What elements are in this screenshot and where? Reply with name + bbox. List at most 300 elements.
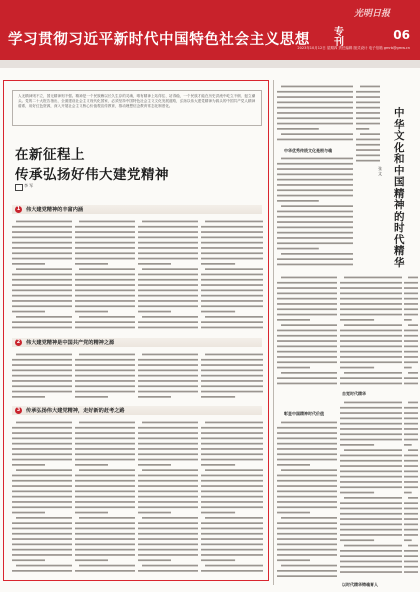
text-line xyxy=(277,200,319,202)
text-line xyxy=(138,554,198,556)
text-line xyxy=(344,497,402,499)
text-line xyxy=(404,330,418,332)
text-line xyxy=(138,432,198,434)
text-line xyxy=(277,575,337,577)
text-line xyxy=(201,311,235,313)
text-line xyxy=(277,453,337,455)
text-line xyxy=(277,361,337,363)
text-line xyxy=(138,438,198,440)
text-line xyxy=(277,195,353,197)
text-line xyxy=(277,330,337,332)
text-line xyxy=(277,248,319,250)
text-line xyxy=(340,314,402,316)
text-lines xyxy=(138,219,198,335)
text-line xyxy=(12,237,72,239)
text-line xyxy=(277,282,337,284)
text-line xyxy=(205,316,263,318)
text-line xyxy=(201,501,263,503)
text-line xyxy=(356,107,380,109)
text-line xyxy=(75,544,135,546)
text-line xyxy=(340,539,374,541)
text-line xyxy=(201,464,235,466)
text-line xyxy=(356,160,380,162)
text-line xyxy=(340,412,402,414)
text-line xyxy=(340,418,402,420)
text-line xyxy=(75,370,135,372)
text-line xyxy=(340,465,402,467)
body-text-column xyxy=(340,275,402,387)
text-line xyxy=(201,448,263,450)
text-line xyxy=(277,237,353,239)
text-line xyxy=(138,252,198,254)
text-lines xyxy=(138,420,198,576)
text-line xyxy=(340,308,402,310)
text-line xyxy=(138,242,198,244)
text-line xyxy=(138,485,198,487)
text-lines xyxy=(201,420,263,576)
text-line xyxy=(360,133,380,135)
text-line xyxy=(340,319,374,321)
text-line xyxy=(277,112,353,114)
text-line xyxy=(75,242,135,244)
text-line xyxy=(12,321,72,323)
text-line xyxy=(205,354,263,356)
text-line xyxy=(277,293,337,295)
text-line xyxy=(12,300,72,302)
text-line xyxy=(12,375,72,377)
text-line xyxy=(277,544,337,546)
text-line xyxy=(277,506,337,508)
text-line xyxy=(356,139,380,141)
text-lines xyxy=(277,275,337,387)
text-line xyxy=(201,512,235,514)
text-line xyxy=(404,539,412,541)
text-line xyxy=(277,258,353,260)
text-line xyxy=(138,506,198,508)
newspaper-masthead: 光明日报 xyxy=(353,9,390,19)
text-line xyxy=(201,559,235,561)
text-line xyxy=(277,480,337,482)
body-text-column xyxy=(138,219,198,335)
text-line xyxy=(340,356,402,358)
text-line xyxy=(356,149,380,151)
text-line xyxy=(281,469,337,471)
text-line xyxy=(277,383,337,385)
text-line xyxy=(201,570,263,572)
text-line xyxy=(75,364,135,366)
text-line xyxy=(138,538,198,540)
text-line xyxy=(79,268,135,270)
text-line xyxy=(404,561,418,563)
text-line xyxy=(12,284,72,286)
text-line xyxy=(75,396,108,398)
text-line xyxy=(138,300,198,302)
text-line xyxy=(277,242,353,244)
text-line xyxy=(201,263,235,265)
text-line xyxy=(16,565,72,567)
text-line xyxy=(79,565,135,567)
right-article-author: 张 文 xyxy=(378,166,382,176)
text-line xyxy=(404,340,418,342)
text-line xyxy=(75,231,135,233)
text-line xyxy=(138,279,198,281)
text-line xyxy=(201,491,263,493)
article-intro: 人无精神则不立，国无精神则不强。精神是一个民族赖以长久生存的灵魂，唯有精神上站得住、站得稳，一个民族才能在历史洪流中屹立不倒、挺立潮头。党的二十大报告指出，全面建设社会主义现代化国家，必须坚持中国特色社会主义文化发展道路，弘扬以伟大建党精神为源头的中国共产党人精神谱系，用好红色资源，深入开展社会主义核心价值观宣传教育，推动理想信念教育常态化制度化。 xyxy=(12,90,262,126)
text-line xyxy=(75,327,135,329)
text-line xyxy=(404,455,418,457)
text-line xyxy=(138,453,198,455)
date-info: 2023年10月12日 星期四 责任编辑 版式设计 电子信箱 gmrb@gmw.cn xyxy=(297,46,410,50)
text-line xyxy=(277,314,337,316)
text-line xyxy=(201,544,263,546)
text-line xyxy=(340,346,402,348)
text-line xyxy=(12,522,72,524)
text-line xyxy=(12,491,72,493)
section-heading-2 xyxy=(12,338,262,347)
text-line xyxy=(408,324,418,326)
text-line xyxy=(75,438,135,440)
text-line xyxy=(201,396,235,398)
text-line xyxy=(340,287,402,289)
text-line xyxy=(142,422,198,424)
column-title: 学习贯彻习近平新时代中国特色社会主义思想 xyxy=(8,32,310,48)
text-line xyxy=(138,475,198,477)
text-line xyxy=(201,370,263,372)
text-line xyxy=(404,367,412,369)
text-line xyxy=(340,486,402,488)
text-line xyxy=(356,91,380,93)
text-line xyxy=(12,279,72,281)
text-line xyxy=(281,422,337,424)
text-line xyxy=(277,512,310,514)
text-line xyxy=(340,444,374,446)
text-line xyxy=(356,102,380,104)
text-line xyxy=(356,128,369,130)
text-line xyxy=(75,226,135,228)
text-line xyxy=(277,522,337,524)
body-text-column xyxy=(201,219,263,335)
text-line xyxy=(201,453,263,455)
text-line xyxy=(201,284,263,286)
text-line xyxy=(340,508,402,510)
text-lines xyxy=(404,400,418,580)
text-line xyxy=(404,303,418,305)
text-line xyxy=(201,480,263,482)
text-line xyxy=(138,284,198,286)
text-line xyxy=(277,139,353,141)
text-line xyxy=(142,221,198,223)
text-line xyxy=(277,232,353,234)
text-line xyxy=(16,469,72,471)
text-line xyxy=(201,432,263,434)
text-line xyxy=(75,359,135,361)
text-line xyxy=(340,367,374,369)
text-line xyxy=(277,501,337,503)
text-line xyxy=(138,274,198,276)
body-text-column xyxy=(75,420,135,576)
text-line xyxy=(138,237,198,239)
text-line xyxy=(356,123,380,125)
text-line xyxy=(138,459,198,461)
body-text-column xyxy=(75,219,135,335)
text-line xyxy=(201,274,263,276)
text-line xyxy=(281,133,353,135)
text-line xyxy=(340,476,402,478)
text-line xyxy=(201,443,263,445)
text-line xyxy=(138,464,171,466)
text-line xyxy=(12,528,72,530)
text-line xyxy=(277,168,353,170)
text-line xyxy=(277,448,337,450)
text-line xyxy=(277,335,337,337)
text-line xyxy=(277,346,337,348)
body-text-column xyxy=(340,400,402,580)
text-line xyxy=(75,538,135,540)
body-text-column xyxy=(404,400,418,580)
text-line xyxy=(75,443,135,445)
text-lines xyxy=(75,420,135,576)
text-line xyxy=(75,385,135,387)
text-line xyxy=(201,554,263,556)
text-line xyxy=(12,364,72,366)
text-line xyxy=(277,163,353,165)
text-line xyxy=(12,396,45,398)
text-line xyxy=(12,247,72,249)
text-line xyxy=(138,247,198,249)
text-line xyxy=(281,205,353,207)
text-line xyxy=(201,375,263,377)
text-line xyxy=(12,485,72,487)
text-line xyxy=(340,340,402,342)
text-line xyxy=(404,534,418,536)
text-line xyxy=(75,258,135,260)
text-line xyxy=(277,184,353,186)
text-line xyxy=(75,427,135,429)
text-line xyxy=(277,264,353,266)
text-line xyxy=(340,471,402,473)
text-line xyxy=(408,449,418,451)
text-line xyxy=(277,496,337,498)
text-line xyxy=(277,308,337,310)
section-number: 1 xyxy=(16,206,21,212)
text-line xyxy=(75,549,135,551)
text-lines xyxy=(277,84,353,144)
text-line xyxy=(277,319,310,321)
section-title: 传承弘扬伟大建党精神，走好新的赶考之路 xyxy=(26,408,125,414)
text-line xyxy=(16,316,72,318)
text-line xyxy=(79,517,135,519)
text-line xyxy=(142,354,198,356)
special-issue-label: 专刊 xyxy=(334,27,344,48)
text-line xyxy=(75,554,135,556)
text-line xyxy=(12,231,72,233)
text-line xyxy=(138,559,171,561)
text-line xyxy=(138,549,198,551)
text-line xyxy=(201,226,263,228)
author-icon xyxy=(15,184,23,191)
text-line xyxy=(404,444,412,446)
text-line xyxy=(404,314,418,316)
text-line xyxy=(16,268,72,270)
text-line xyxy=(408,402,418,404)
body-text-column xyxy=(201,420,263,576)
body-text-column xyxy=(12,352,72,404)
text-line xyxy=(340,351,402,353)
text-line xyxy=(138,370,198,372)
text-line xyxy=(201,327,263,329)
text-line xyxy=(142,517,198,519)
text-line xyxy=(138,327,198,329)
text-line xyxy=(277,356,337,358)
text-line xyxy=(75,475,135,477)
text-line xyxy=(404,407,418,409)
text-line xyxy=(12,295,72,297)
text-line xyxy=(340,534,402,536)
text-line xyxy=(277,91,353,93)
text-line xyxy=(408,497,418,499)
text-line xyxy=(75,559,108,561)
text-line xyxy=(277,528,337,530)
text-line xyxy=(75,284,135,286)
text-line xyxy=(277,102,353,104)
text-line xyxy=(340,330,402,332)
text-line xyxy=(277,351,337,353)
text-line xyxy=(75,321,135,323)
text-line xyxy=(12,359,72,361)
right-article-title: 中华文化和中国精神的时代精华 xyxy=(394,107,405,269)
text-line xyxy=(201,496,263,498)
text-line xyxy=(340,555,402,557)
article-title-line1: 在新征程上 xyxy=(15,147,85,163)
text-line xyxy=(404,356,418,358)
text-line xyxy=(277,96,353,98)
text-line xyxy=(138,321,198,323)
text-line xyxy=(75,522,135,524)
text-line xyxy=(75,391,135,393)
text-line xyxy=(79,221,135,223)
text-line xyxy=(201,528,263,530)
text-lines xyxy=(201,219,263,335)
text-line xyxy=(12,263,45,265)
text-line xyxy=(356,117,380,119)
text-line xyxy=(205,517,263,519)
text-line xyxy=(12,380,72,382)
text-line xyxy=(404,423,418,425)
column-divider xyxy=(273,80,274,585)
text-line xyxy=(138,359,198,361)
text-line xyxy=(201,538,263,540)
text-line xyxy=(201,247,263,249)
text-line xyxy=(201,290,263,292)
text-line xyxy=(75,305,135,307)
text-line xyxy=(138,258,198,260)
text-line xyxy=(12,570,72,572)
text-line xyxy=(404,524,418,526)
section-title: 伟大建党精神是中国共产党的精神之源 xyxy=(26,340,115,346)
text-line xyxy=(138,263,171,265)
text-line xyxy=(201,359,263,361)
text-lines xyxy=(75,352,135,404)
text-line xyxy=(277,123,353,125)
text-line xyxy=(277,443,337,445)
text-line xyxy=(138,295,198,297)
text-line xyxy=(277,221,353,223)
text-line xyxy=(201,391,263,393)
body-text-column xyxy=(404,275,418,387)
text-line xyxy=(75,480,135,482)
text-line xyxy=(356,112,380,114)
text-line xyxy=(138,305,198,307)
text-line xyxy=(138,380,198,382)
text-line xyxy=(277,179,353,181)
text-line xyxy=(12,533,72,535)
text-line xyxy=(201,305,263,307)
text-line xyxy=(138,231,198,233)
text-line xyxy=(404,346,418,348)
text-line xyxy=(277,438,337,440)
text-line xyxy=(404,282,418,284)
text-line xyxy=(340,524,402,526)
text-line xyxy=(12,242,72,244)
text-line xyxy=(404,293,418,295)
text-line xyxy=(340,513,402,515)
text-line xyxy=(79,354,135,356)
text-line xyxy=(404,433,418,435)
text-line xyxy=(138,290,198,292)
text-line xyxy=(75,512,108,514)
text-line xyxy=(340,502,402,504)
text-line xyxy=(201,522,263,524)
text-line xyxy=(138,522,198,524)
text-line xyxy=(16,422,72,424)
text-line xyxy=(340,383,402,385)
text-line xyxy=(201,549,263,551)
text-lines xyxy=(201,352,263,404)
body-text-column xyxy=(277,275,337,387)
text-line xyxy=(344,324,402,326)
text-line xyxy=(12,459,72,461)
text-line xyxy=(340,481,402,483)
text-line xyxy=(281,324,337,326)
text-line xyxy=(277,298,337,300)
text-line xyxy=(277,211,353,213)
text-line xyxy=(344,449,402,451)
text-line xyxy=(201,321,263,323)
text-line xyxy=(12,448,72,450)
text-line xyxy=(12,258,72,260)
text-line xyxy=(75,247,135,249)
text-line xyxy=(75,252,135,254)
section-number: 3 xyxy=(16,407,21,413)
text-line xyxy=(75,506,135,508)
text-line xyxy=(277,533,337,535)
text-line xyxy=(344,277,402,279)
text-line xyxy=(340,571,402,573)
text-line xyxy=(277,287,337,289)
text-line xyxy=(12,305,72,307)
text-line xyxy=(138,512,171,514)
text-line xyxy=(360,86,380,88)
text-line xyxy=(277,303,337,305)
text-line xyxy=(75,464,108,466)
text-line xyxy=(404,351,418,353)
text-line xyxy=(201,385,263,387)
text-line xyxy=(12,274,72,276)
text-line xyxy=(404,383,418,385)
text-line xyxy=(404,471,418,473)
text-line xyxy=(75,279,135,281)
text-lines xyxy=(12,219,72,335)
